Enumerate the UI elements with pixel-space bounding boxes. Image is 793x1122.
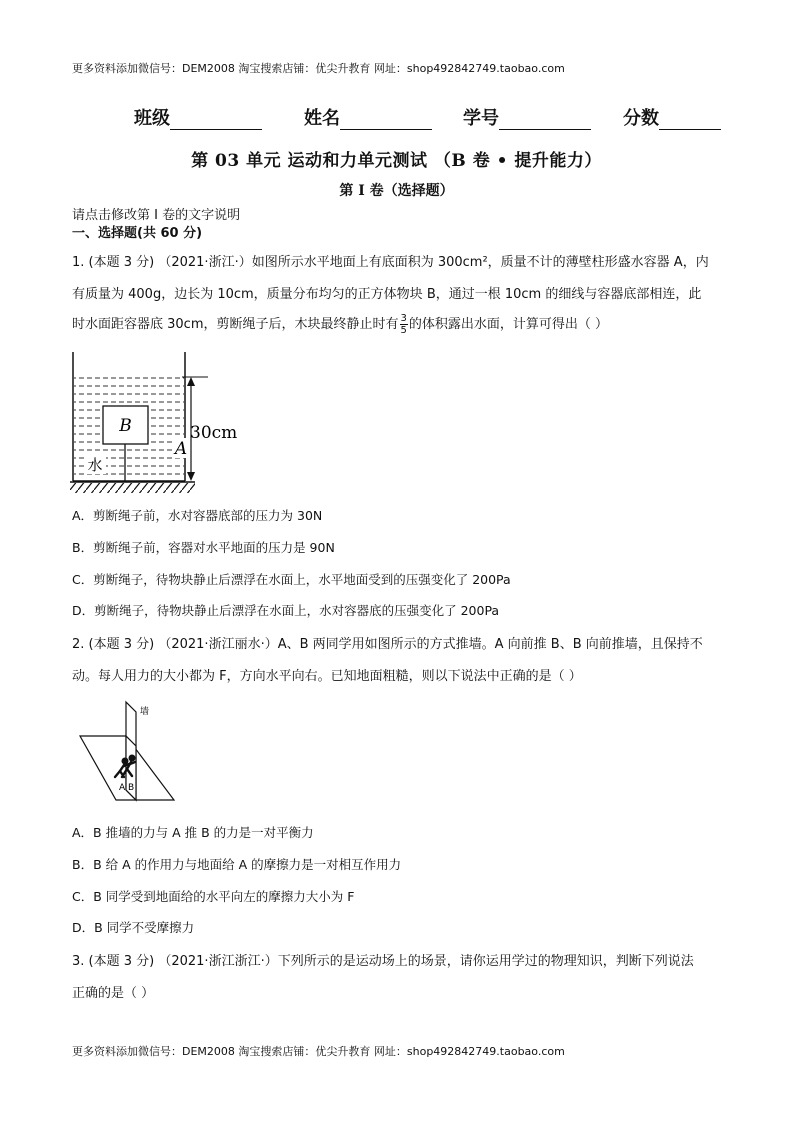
q1-option-d[interactable]: D．剪断绳子，待物块静止后漂浮在水面上，水对容器底的压强变化了 200Pa <box>72 603 500 618</box>
q1-option-b[interactable]: B．剪断绳子前，容器对水平地面的压力是 90N <box>72 540 335 555</box>
fraction-numerator: 3 <box>400 313 407 324</box>
class-field <box>134 104 262 130</box>
section-subtitle: 第 I 卷（选择题） <box>339 183 454 199</box>
people-label: A B <box>119 783 135 793</box>
q1-option-a[interactable]: A．剪断绳子前，水对容器底部的压力为 30N <box>72 508 323 523</box>
class-blank[interactable] <box>170 109 262 130</box>
id-blank[interactable] <box>499 109 591 130</box>
q3-line-2: 正确的是（ ） <box>72 986 155 1001</box>
block-b-label: B <box>119 416 132 436</box>
q2-option-d[interactable]: D．B 同学不受摩擦力 <box>72 920 195 935</box>
instruction-text[interactable]: 请点击修改第 I 卷的文字说明 <box>72 208 241 223</box>
q2-option-c[interactable]: C．B 同学受到地面给的水平向左的摩擦力大小为 F <box>72 889 355 904</box>
page-title: 第 03 单元 运动和力单元测试 （B 卷 • 提升能力） <box>191 151 602 171</box>
q1-line-3-post: 的体积露出水面，计算可得出（ ） <box>408 317 609 332</box>
q1-line-3-pre: 时水面距容器底 30cm，剪断绳子后，木块最终静止时有 <box>72 317 399 332</box>
arrow-down-icon <box>187 472 195 481</box>
fraction-denominator: 5 <box>400 325 407 336</box>
q1-line-1: 1. (本题 3 分) （2021·浙江·）如图所示水平地面上有底面积为 300cm²，质量不计的薄壁柱形盛水容器 A，内 <box>72 255 709 270</box>
footer-contact-text: 更多资料添加微信号：DEM2008 淘宝搜索店铺：优尖升教育 网址：shop492842749.taobao.com <box>72 1045 565 1058</box>
q2-line-1: 2. (本题 3 分) （2021·浙江丽水·）A、B 两同学用如图所示的方式推墙。A 向前推 B、B 向前推墙，且保持不 <box>72 637 703 652</box>
q2-line-2: 动。每人用力的大小都为 F，方向水平向右。已知地面粗糙，则以下说法中正确的是（ ） <box>72 669 582 684</box>
q1-line-2: 有质量为 400g，边长为 10cm，质量分布均匀的正方体物块 B，通过一根 10cm 的细线与容器底部相连，此 <box>72 287 702 302</box>
water-label: 水 <box>87 456 103 474</box>
header-contact-text: 更多资料添加微信号：DEM2008 淘宝搜索店铺：优尖升教育 网址：shop492842749.taobao.com <box>72 62 565 75</box>
wall-label: 墙 <box>140 707 150 717</box>
id-label: 学号 <box>463 108 499 129</box>
section-heading: 一、选择题(共 60 分) <box>72 226 203 241</box>
q3-line-1: 3. (本题 3 分) （2021·浙江浙江·）下列所示的是运动场上的场景，请你运用学过的物理知识，判断下列说法 <box>72 954 694 969</box>
student-info-fields <box>0 104 793 130</box>
name-field <box>304 104 432 130</box>
q1-option-c[interactable]: C．剪断绳子，待物块静止后漂浮在水面上，水平地面受到的压强变化了 200Pa <box>72 572 511 587</box>
id-field <box>463 104 591 130</box>
score-blank[interactable] <box>659 109 721 130</box>
container-label: A <box>174 439 188 459</box>
q2-option-a[interactable]: A．B 推墙的力与 A 推 B 的力是一对平衡力 <box>72 825 314 840</box>
arrow-up-icon <box>187 377 195 386</box>
q2-wall-figure <box>78 700 188 810</box>
name-label: 姓名 <box>304 108 340 129</box>
ground-hatch <box>70 483 195 493</box>
height-label: 30cm <box>190 423 238 443</box>
score-field <box>623 104 721 130</box>
q2-option-b[interactable]: B．B 给 A 的作用力与地面给 A 的摩擦力是一对相互作用力 <box>72 857 402 872</box>
q1-fraction <box>400 313 408 336</box>
q1-container-figure <box>70 350 250 495</box>
name-blank[interactable] <box>340 109 432 130</box>
q1-line-3 <box>72 313 608 336</box>
score-label: 分数 <box>623 108 659 129</box>
class-label: 班级 <box>134 108 170 129</box>
